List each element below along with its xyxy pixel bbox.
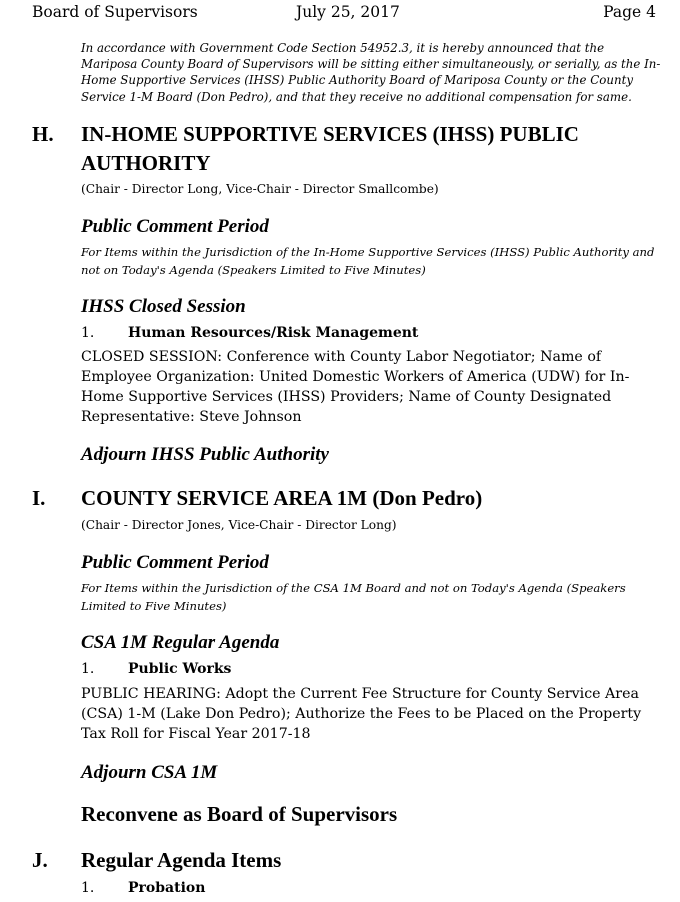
section-i-public-comment-heading: Public Comment Period bbox=[81, 552, 269, 573]
section-i-title: COUNTY SERVICE AREA 1M (Don Pedro) bbox=[81, 486, 483, 510]
section-j-item-label: Probation bbox=[128, 880, 206, 896]
section-i-item-label: Public Works bbox=[128, 661, 232, 677]
section-h-title bbox=[81, 120, 641, 178]
section-i-letter: I. bbox=[32, 486, 46, 510]
section-h-closed-session-heading: IHSS Closed Session bbox=[81, 296, 246, 317]
section-h-public-comment-text: For Items within the Jurisdiction of the In-Home Supportive Services (IHSS) Public Authority and not on Today's Agenda (Speakers Limited to Five Minutes) bbox=[81, 245, 655, 277]
section-i-adjourn: Adjourn CSA 1M bbox=[81, 762, 218, 783]
reconvene-heading: Reconvene as Board of Supervisors bbox=[81, 802, 398, 826]
section-i-item-text: PUBLIC HEARING: Adopt the Current Fee Structure for County Service Area (CSA) 1-M (Lake Don Pedro); Authorize the Fees to be Placed on the Property Tax Roll for Fiscal Year 2017-18 bbox=[81, 686, 642, 742]
section-h-item-text: CLOSED SESSION: Conference with County Labor Negotiator; Name of Employee Organization: United Domestic Workers of America (UDW) for In-Home Supportive Services (IHSS) Providers; Name of County Designated Representative: Steve Johnson bbox=[81, 349, 630, 425]
section-j-title: Regular Agenda Items bbox=[81, 848, 282, 872]
section-i-public-comment-text: For Items within the Jurisdiction of the CSA 1M Board and not on Today's Agenda (Speakers Limited to Five Minutes) bbox=[81, 581, 626, 613]
section-h-public-comment-heading: Public Comment Period bbox=[81, 216, 269, 237]
section-h-adjourn: Adjourn IHSS Public Authority bbox=[81, 444, 329, 465]
section-j-item-number: 1. bbox=[81, 880, 95, 896]
section-h-item-number: 1. bbox=[81, 325, 95, 341]
header-board-name: Board of Supervisors bbox=[32, 3, 198, 21]
header-page-number: Page 4 bbox=[603, 3, 656, 21]
intro-announcement: In accordance with Government Code Section 54952.3, it is hereby announced that the Mariposa County Board of Supervisors will be sitting either simultaneously, or serially, as the In-Home Supportive Services (IHSS) Public Authority Board of Mariposa County or the County Service 1-M Board (Don Pedro), and that they receive no additional compensation for same. bbox=[81, 41, 661, 104]
header-date: July 25, 2017 bbox=[296, 3, 400, 21]
section-j-letter: J. bbox=[32, 848, 48, 872]
section-h-letter: H. bbox=[32, 122, 54, 146]
section-h-title-line1: IN-HOME SUPPORTIVE SERVICES (IHSS) PUBLIC bbox=[81, 122, 579, 146]
section-h-item-label: Human Resources/Risk Management bbox=[128, 325, 419, 341]
section-i-chair: (Chair - Director Jones, Vice-Chair - Director Long) bbox=[81, 518, 397, 532]
section-h-title-line2: AUTHORITY bbox=[81, 151, 211, 175]
section-i-regular-agenda-heading: CSA 1M Regular Agenda bbox=[81, 632, 280, 653]
section-h-chair: (Chair - Director Long, Vice-Chair - Director Smallcombe) bbox=[81, 182, 439, 196]
section-i-item-number: 1. bbox=[81, 661, 95, 677]
